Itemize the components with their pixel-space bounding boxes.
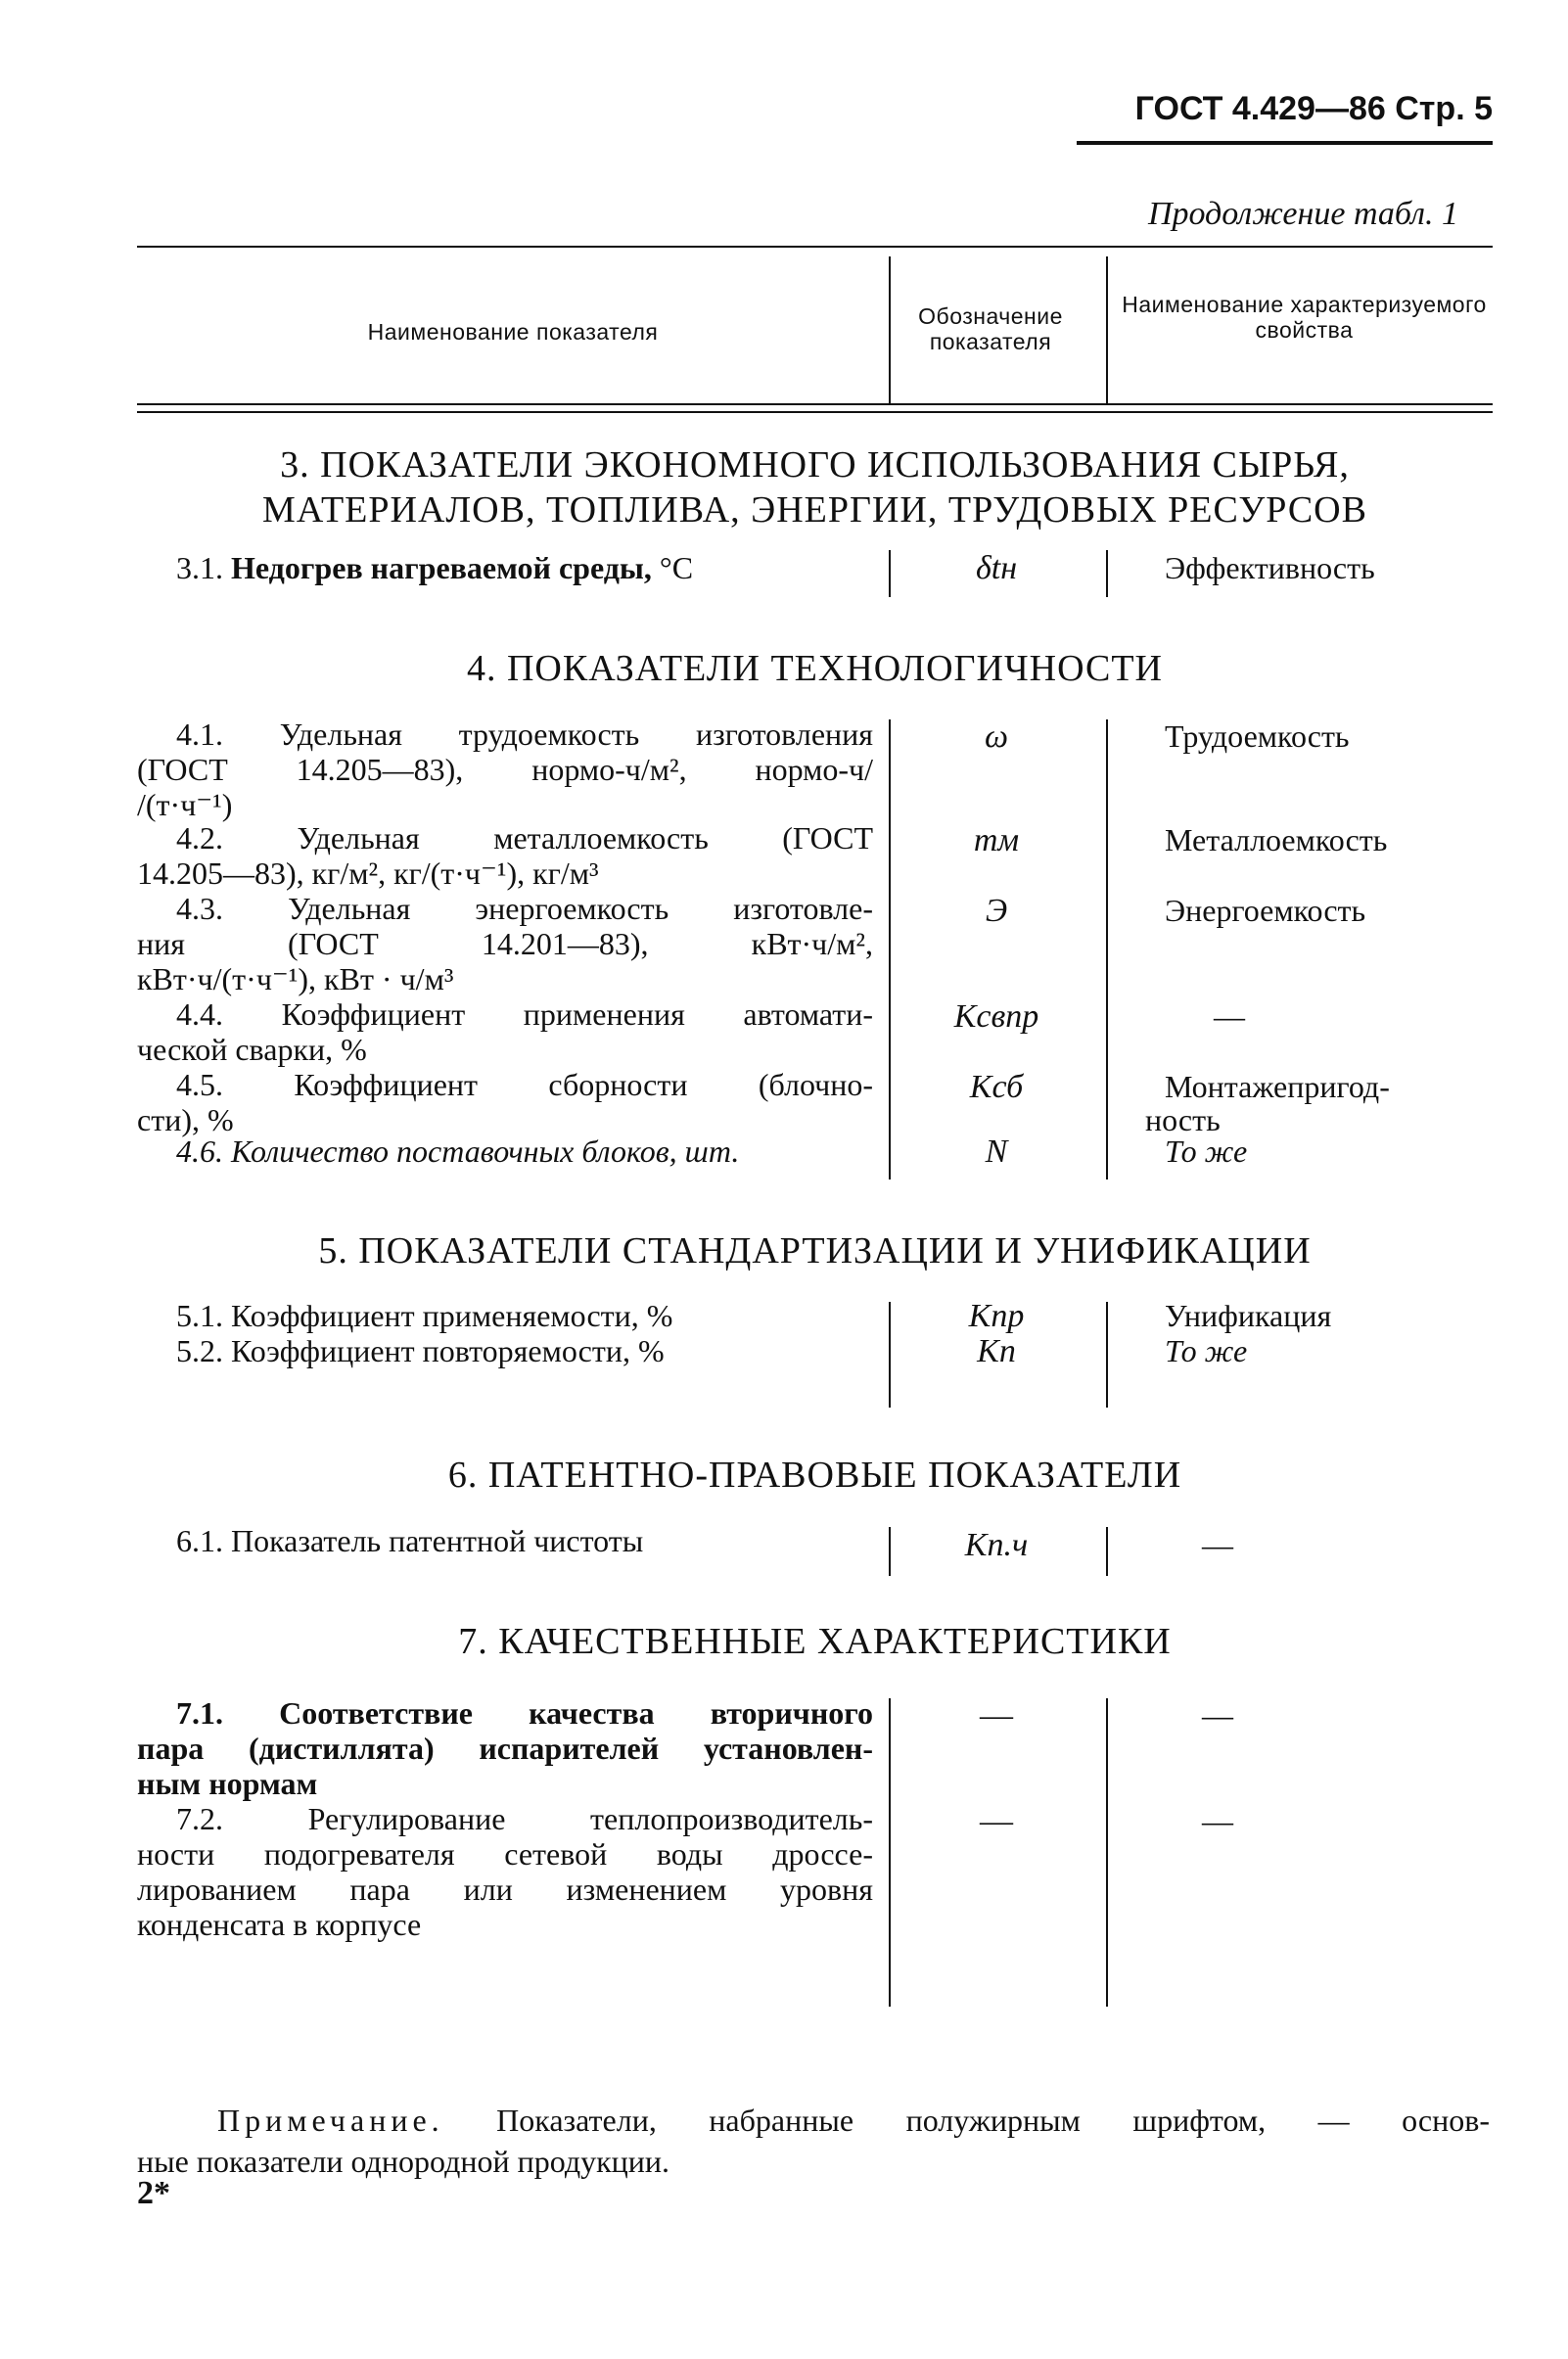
indicator-line: /(т·ч⁻¹) — [137, 787, 233, 822]
section-title: 5. ПОКАЗАТЕЛИ СТАНДАРТИЗАЦИИ И УНИФИКАЦИИ — [318, 1230, 1312, 1272]
column-divider — [1106, 1302, 1108, 1408]
column-header-property: Наименование характеризуемого свойства — [1122, 292, 1487, 343]
indicator-line: ния (ГОСТ 14.201—83), кВт·ч/м², — [137, 926, 873, 961]
indicator-line: пара (дистиллята) испарителей установлен- — [137, 1731, 873, 1766]
section-title: 7. КАЧЕСТВЕННЫЕ ХАРАКТЕРИСТИКИ — [458, 1621, 1172, 1662]
indicator-symbol: δtн — [975, 550, 1018, 586]
table-head-rule — [137, 403, 1493, 405]
indicator-line: ности подогревателя сетевой воды дроссе- — [137, 1836, 873, 1872]
table-continuation-label: Продолжение табл. 1 — [1147, 196, 1458, 232]
section-title: МАТЕРИАЛОВ, ТОПЛИВА, ЭНЕРГИИ, ТРУДОВЫХ РЕСУРСОВ — [262, 489, 1367, 531]
indicator-symbol: Kпр — [968, 1298, 1025, 1334]
table-head-rule-double — [137, 411, 1493, 413]
indicator-name: Недогрев нагреваемой среды, — [231, 550, 652, 585]
indicator-line: ным нормам — [137, 1766, 318, 1801]
indicator-unit: °С — [659, 550, 694, 585]
column-divider — [1106, 719, 1108, 1180]
note-label: Примечание. — [217, 2103, 444, 2138]
indicator-property: Эффективность — [1165, 550, 1375, 585]
indicator-line: 4.5. Коэффициент сборности (блочно- — [176, 1067, 873, 1102]
indicator-line: 7.2. Регулирование теплопроизводитель- — [176, 1801, 873, 1836]
indicator-symbol: mм — [973, 822, 1020, 858]
column-divider — [889, 550, 891, 597]
indicator-number: 3.1. — [176, 550, 223, 585]
indicator-property: — — [1202, 1697, 1233, 1733]
indicator-symbol: Kп — [977, 1333, 1016, 1369]
indicator-line: 4.1. Удельная трудоемкость изготовления — [176, 717, 873, 752]
indicator-symbol: Kсб — [969, 1069, 1024, 1105]
indicator-property: — — [1202, 1803, 1233, 1838]
indicator-line: 4.2. Удельная металлоемкость (ГОСТ — [176, 820, 873, 856]
column-divider — [889, 719, 891, 1180]
indicator-symbol: — — [980, 1697, 1013, 1734]
indicator-property: Металлоемкость — [1165, 822, 1388, 857]
indicator-symbol: N — [985, 1133, 1008, 1170]
page-mark: 2* — [137, 2175, 170, 2211]
indicator-property: — — [1202, 1527, 1233, 1562]
note-text: Показатели, набранные полужирным шрифтом, — основ- — [496, 2103, 1491, 2138]
indicator-line: сти), % — [137, 1102, 234, 1137]
indicator-property: Монтажепригод- — [1165, 1069, 1390, 1104]
column-divider — [1106, 1527, 1108, 1576]
column-divider — [889, 256, 891, 403]
column-divider — [889, 1698, 891, 2007]
indicator-symbol: Kп.ч — [964, 1527, 1029, 1563]
indicator-line: 5.1. Коэффициент применяемости, % — [176, 1298, 673, 1333]
column-divider — [889, 1302, 891, 1408]
section-title: 3. ПОКАЗАТЕЛИ ЭКОНОМНОГО ИСПОЛЬЗОВАНИЯ СЫРЬЯ, — [280, 444, 1350, 486]
indicator-line: кВт·ч/(т·ч⁻¹), кВт · ч/м³ — [137, 961, 454, 996]
indicator-symbol: ω — [984, 718, 1008, 755]
indicator-property: То же — [1165, 1333, 1248, 1368]
column-divider — [1106, 1698, 1108, 2007]
indicator-line: 4.3. Удельная энергоемкость изготовле- — [176, 891, 873, 926]
indicator-symbol: Kсвпр — [953, 998, 1039, 1035]
indicator-line: 4.4. Коэффициент применения автомати- — [176, 996, 873, 1032]
indicator-property: То же — [1165, 1133, 1248, 1169]
column-divider — [1106, 256, 1108, 403]
indicator-line: лированием пара или изменением уровня — [137, 1872, 873, 1907]
indicator-row — [176, 550, 881, 585]
indicator-property: Энергоемкость — [1165, 893, 1366, 928]
column-header-name: Наименование показателя — [367, 319, 659, 345]
indicator-property: — — [1214, 998, 1245, 1034]
indicator-property: Унификация — [1165, 1298, 1332, 1333]
header-rule — [1077, 141, 1493, 145]
indicator-symbol: — — [980, 1803, 1013, 1839]
column-header-symbol: Обозначение показателя — [918, 303, 1063, 354]
indicator-symbol: Э — [985, 893, 1008, 929]
indicator-line: ческой сварки, % — [137, 1032, 367, 1067]
indicator-line: 5.2. Коэффициент повторяемости, % — [176, 1333, 665, 1368]
indicator-line: 6.1. Показатель патентной чистоты — [176, 1523, 644, 1558]
indicator-line: (ГОСТ 14.205—83), нормо-ч/м², нормо-ч/ — [137, 752, 873, 787]
note-text: ные показатели однородной продукции. — [137, 2144, 670, 2179]
indicator-line: 4.6. Количество поставочных блоков, шт. — [176, 1133, 740, 1169]
document-header: ГОСТ 4.429—86 Стр. 5 — [1134, 90, 1493, 127]
footnote — [137, 2100, 1491, 2182]
section-title: 6. ПАТЕНТНО-ПРАВОВЫЕ ПОКАЗАТЕЛИ — [447, 1455, 1182, 1496]
section-title: 4. ПОКАЗАТЕЛИ ТЕХНОЛОГИЧНОСТИ — [466, 648, 1164, 689]
indicator-line: конденсата в корпусе — [137, 1907, 422, 1942]
column-divider — [889, 1527, 891, 1576]
indicator-line: 7.1. Соответствие качества вторичного — [176, 1695, 873, 1731]
table-top-rule — [137, 246, 1493, 248]
indicator-property: ность — [1145, 1102, 1221, 1137]
column-divider — [1106, 550, 1108, 597]
indicator-property: Трудоемкость — [1165, 718, 1350, 754]
indicator-line: 14.205—83), кг/м², кг/(т·ч⁻¹), кг/м³ — [137, 856, 599, 891]
